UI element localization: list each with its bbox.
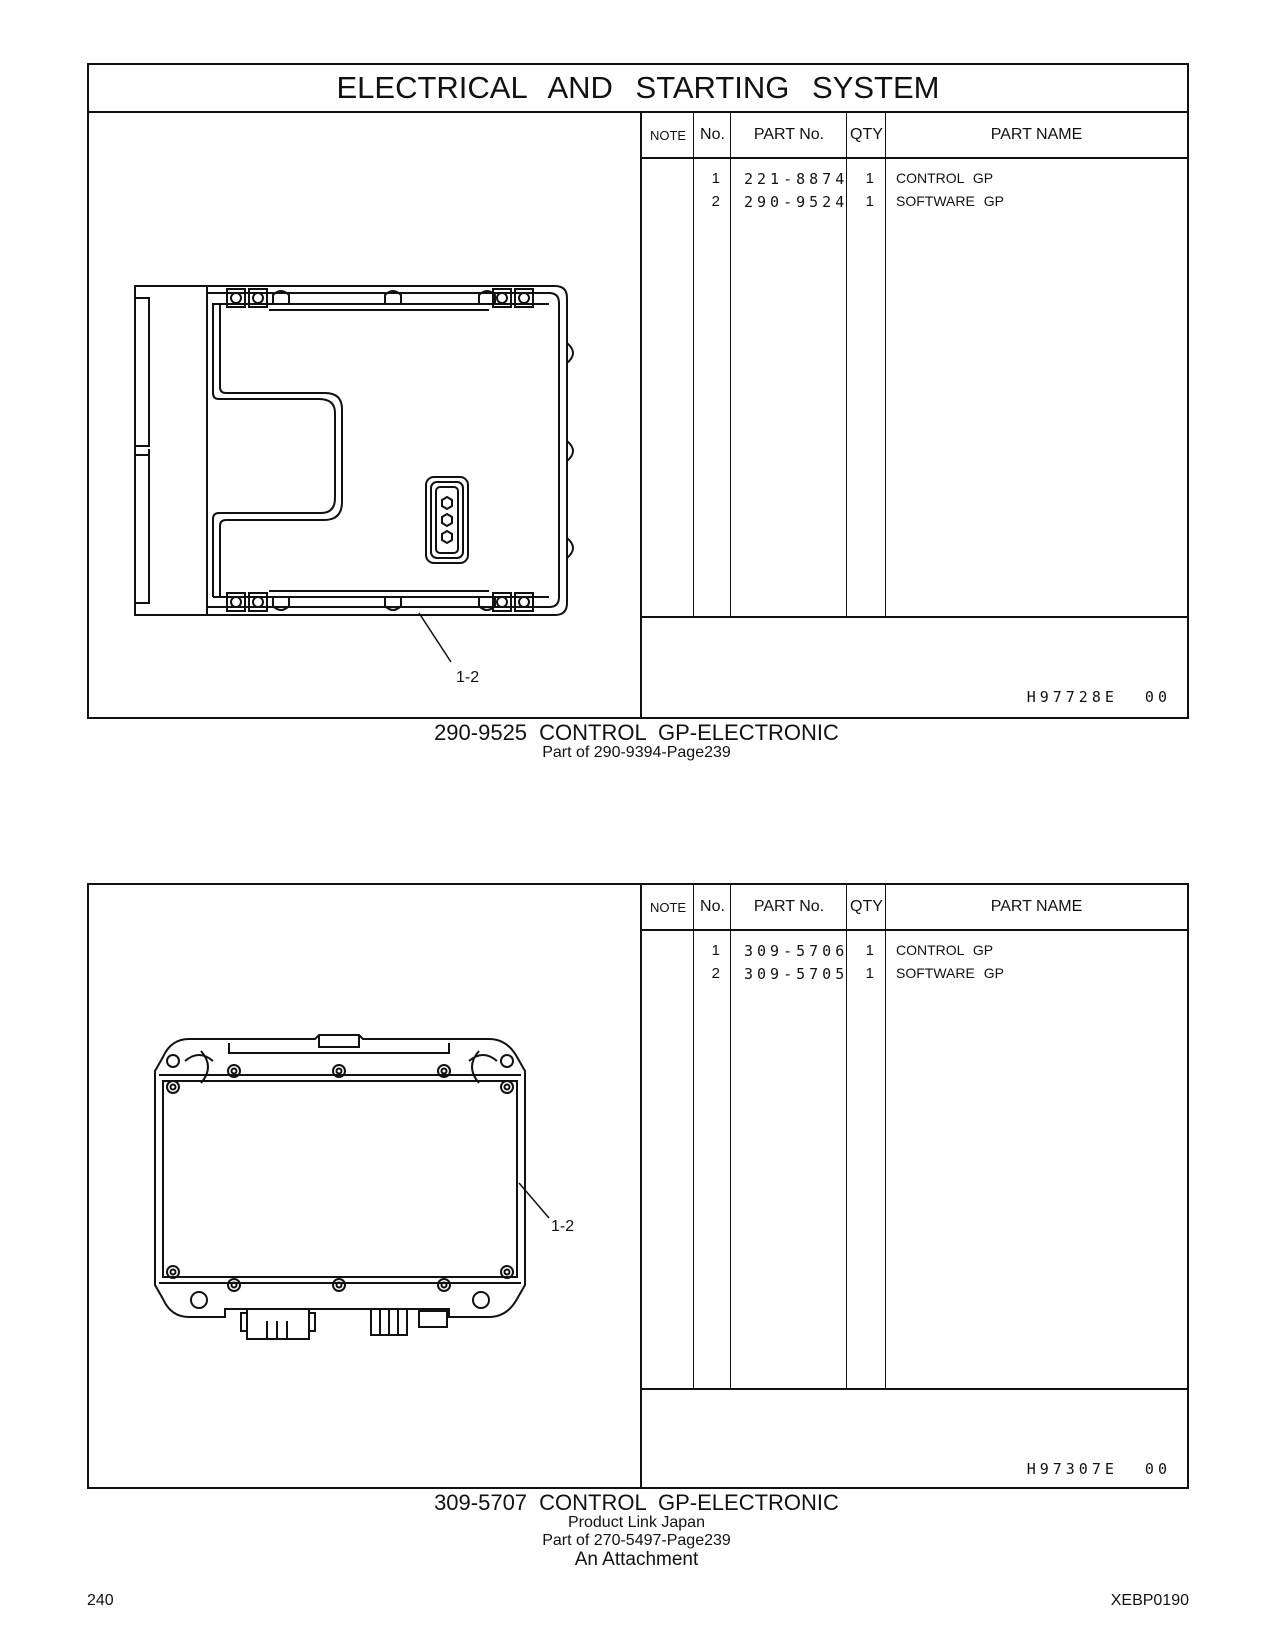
group-caption-line: Part of 290-9394-Page239 xyxy=(542,744,731,761)
row-2-no: 2 xyxy=(711,965,720,982)
row-1-part-name: CONTROL GP xyxy=(896,170,994,186)
group-caption-line: Part of 270-5497-Page239 xyxy=(542,1532,731,1549)
column-divider xyxy=(885,885,886,1389)
group-caption-attachment: An Attachment xyxy=(574,1549,699,1570)
group-caption-line: Product Link Japan xyxy=(568,1514,705,1531)
callout-label-bottom: 1-2 xyxy=(551,1218,575,1235)
page-title: ELECTRICAL AND STARTING SYSTEM xyxy=(89,65,1187,113)
header-qty: QTY xyxy=(847,885,886,931)
column-divider xyxy=(730,885,731,1389)
reference-code: H97728E 00 xyxy=(1026,688,1171,706)
row-1-part-no: 221-8874 xyxy=(744,170,849,188)
row-2-part-no: 290-9524 xyxy=(744,193,849,211)
drawing-area-top xyxy=(89,113,640,717)
control-module-drawing-bottom xyxy=(89,885,640,1487)
row-2-no: 2 xyxy=(711,193,720,210)
header-no: No. xyxy=(694,113,731,159)
drawing-area-bottom xyxy=(89,885,640,1487)
table-bottom-rule xyxy=(642,616,1187,618)
column-divider xyxy=(885,113,886,617)
header-no: No. xyxy=(694,885,731,931)
header-part-name: PART NAME xyxy=(886,885,1187,931)
row-2-part-name: SOFTWARE GP xyxy=(896,193,1004,209)
row-1-no: 1 xyxy=(711,942,720,959)
row-1-qty: 1 xyxy=(865,942,874,959)
header-part-no: PART No. xyxy=(731,113,847,159)
reference-code: H97307E 00 xyxy=(1026,1460,1171,1478)
row-1-no: 1 xyxy=(711,170,720,187)
header-part-name: PART NAME xyxy=(886,113,1187,159)
header-part-no: PART No. xyxy=(731,885,847,931)
column-divider xyxy=(846,885,847,1389)
parts-frame-bottom xyxy=(87,883,1189,1489)
header-note: NOTE xyxy=(642,885,694,931)
row-2-qty: 1 xyxy=(865,193,874,210)
column-divider xyxy=(693,113,694,617)
control-module-drawing-top xyxy=(89,113,640,719)
parts-list-bottom xyxy=(640,885,1187,1487)
parts-list-top xyxy=(640,113,1187,717)
row-1-part-no: 309-5706 xyxy=(744,942,849,960)
group-caption-title: 290-9525 CONTROL GP-ELECTRONIC xyxy=(434,720,839,745)
table-bottom-rule xyxy=(642,1388,1187,1390)
row-2-part-no: 309-5705 xyxy=(744,965,849,983)
group-caption-title: 309-5707 CONTROL GP-ELECTRONIC xyxy=(434,1490,839,1515)
parts-frame-top xyxy=(87,63,1189,719)
page-number: 240 xyxy=(87,1592,114,1609)
header-note: NOTE xyxy=(642,113,694,159)
row-2-qty: 1 xyxy=(865,965,874,982)
document-code: XEBP0190 xyxy=(1110,1592,1189,1609)
column-divider xyxy=(730,113,731,617)
header-qty: QTY xyxy=(847,113,886,159)
column-divider xyxy=(693,885,694,1389)
row-1-qty: 1 xyxy=(865,170,874,187)
column-divider xyxy=(846,113,847,617)
row-2-part-name: SOFTWARE GP xyxy=(896,965,1004,981)
callout-label-top: 1-2 xyxy=(456,669,480,686)
row-1-part-name: CONTROL GP xyxy=(896,942,994,958)
